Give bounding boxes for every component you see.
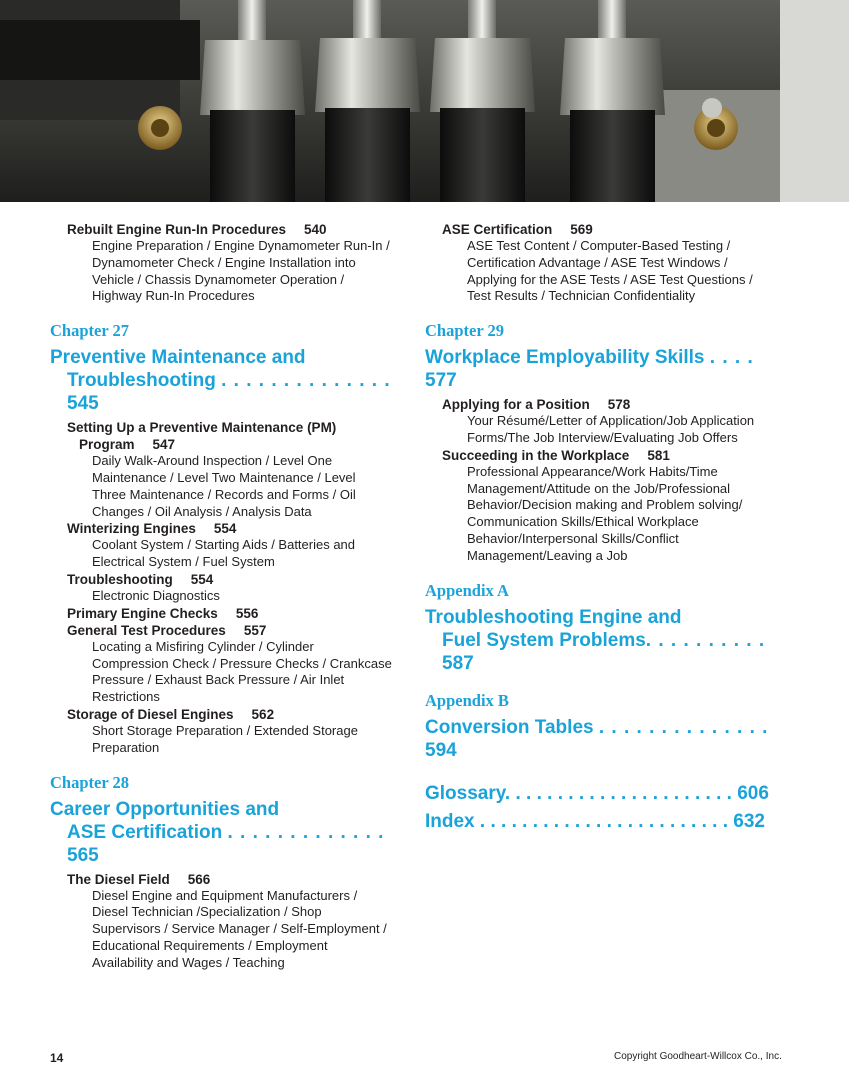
appendix-title[interactable]: Conversion Tables . . . . . . . . . . . . . . 594: [425, 716, 769, 761]
toc-section: [425, 447, 785, 565]
section-title[interactable]: Succeeding in the Workplace 581: [442, 447, 670, 463]
section-topics: Diesel Engine and Equipment Manufacturers / Diesel Technician /Specialization / Shop Supervisors / Service Manager / Self-Employment / Educational Requirements / Employment Availability and Wages / Teaching: [92, 887, 387, 970]
section-title[interactable]: Setting Up a Preventive Maintenance (PM) Program 547: [67, 420, 337, 453]
section-title[interactable]: Primary Engine Checks 556: [67, 605, 259, 621]
toc-section: [50, 221, 410, 305]
section-topics: Electronic Diagnostics: [92, 587, 220, 603]
section-topics: Your Résumé/Letter of Application/Job Application Forms/The Job Interview/Evaluating Job Offers: [467, 413, 755, 445]
appendix-label: Appendix B: [425, 690, 509, 710]
header-photo: [0, 0, 849, 202]
chapter-title[interactable]: Workplace Employability Skills . . . . 577: [425, 347, 754, 392]
toc-section: [50, 706, 410, 757]
toc-section: [50, 605, 410, 622]
right-column: [425, 221, 785, 836]
section-title[interactable]: Troubleshooting 554: [67, 571, 214, 587]
appendix-label: Appendix A: [425, 580, 509, 600]
section-title[interactable]: Winterizing Engines 554: [67, 521, 237, 537]
section-topics: Locating a Misfiring Cylinder / Cylinder Compression Check / Pressure Checks / Crankcase Pressure / Exhaust Back Pressure / Air Inlet Restrictions: [92, 638, 392, 705]
section-title[interactable]: General Test Procedures 557: [67, 622, 267, 638]
section-title[interactable]: Applying for a Position 578: [442, 397, 631, 413]
index-entry[interactable]: Index . . . . . . . . . . . . . . . . . . . . . . . . 632: [425, 810, 765, 832]
chapter-title[interactable]: Preventive Maintenance and Troubleshooting . . . . . . . . . . . . . . 545: [50, 347, 391, 415]
section-topics: Professional Appearance/Work Habits/Time Management/Attitude on the Job/Professional Behavior/Decision making and Problem solving/ Communication Skills/Ethical Workplace Behavior/Interpersonal Skills/Conflict Management/Leaving a Job: [467, 463, 743, 563]
section-title[interactable]: The Diesel Field 566: [67, 871, 211, 887]
section-topics: Daily Walk-Around Inspection / Level One Maintenance / Level Two Maintenance / Level Three Maintenance / Records and Forms / Oil Changes / Oil Analysis / Analysis Data: [92, 453, 356, 519]
toc-section: [50, 520, 410, 571]
toc-section: [50, 571, 410, 605]
toc-section: [50, 871, 410, 972]
toc-section: [425, 396, 785, 447]
glossary-entry[interactable]: Glossary. . . . . . . . . . . . . . . . . . . . . . 606: [425, 782, 769, 804]
chapter-label: Chapter 29: [425, 321, 504, 341]
chapter-label: Chapter 28: [50, 772, 129, 792]
left-column: [50, 221, 410, 972]
toc-section: [425, 221, 785, 305]
copyright-notice: Copyright Goodheart-Willcox Co., Inc.: [614, 1051, 782, 1062]
section-topics: Engine Preparation / Engine Dynamometer Run-In / Dynamometer Check / Engine Installation into Vehicle / Chassis Dynamometer Operation / Highway Run-In Procedures: [92, 238, 390, 304]
appendix-title[interactable]: Troubleshooting Engine and Fuel System Problems. . . . . . . . . . 587: [425, 606, 766, 674]
chapter-label: Chapter 27: [50, 321, 129, 341]
toc-section: [50, 419, 410, 520]
toc-section: [50, 622, 410, 706]
section-title[interactable]: Storage of Diesel Engines 562: [67, 706, 275, 722]
section-topics: Coolant System / Starting Aids / Batteries and Electrical System / Fuel System: [92, 537, 356, 570]
page-number: 14: [50, 1051, 64, 1065]
chapter-title[interactable]: Career Opportunities and ASE Certification . . . . . . . . . . . . . 565: [50, 798, 385, 866]
section-topics: Short Storage Preparation / Extended Storage Preparation: [92, 722, 358, 755]
section-title[interactable]: Rebuilt Engine Run-In Procedures 540: [67, 222, 327, 237]
section-title[interactable]: ASE Certification 569: [442, 222, 593, 237]
section-topics: ASE Test Content / Computer-Based Testing / Certification Advantage / ASE Test Windows / Applying for the ASE Tests / ASE Test Questions / Test Results / Technician Confidentiality: [467, 238, 753, 304]
